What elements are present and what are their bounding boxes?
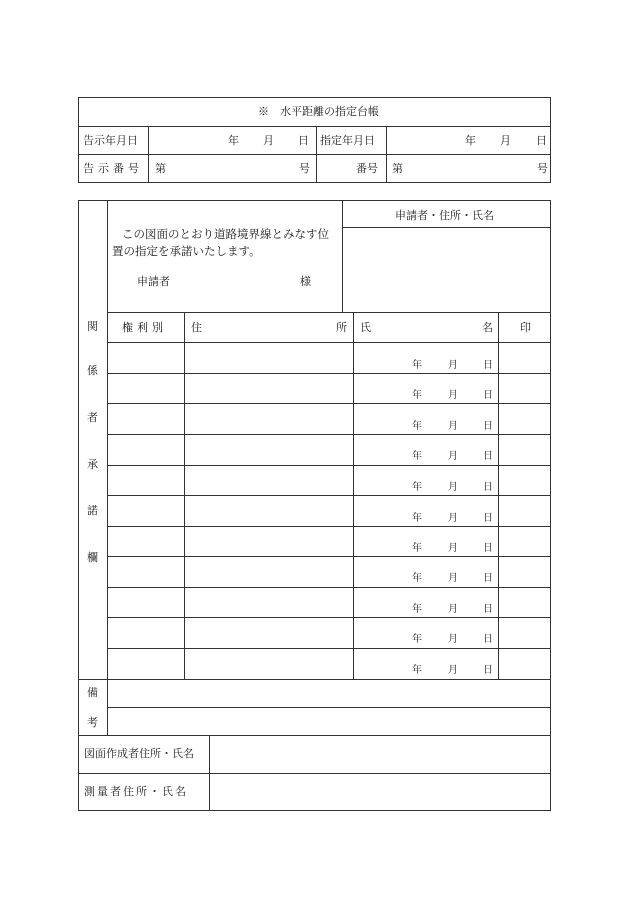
row-day: 日	[483, 360, 493, 371]
designation-bangou: 番号	[356, 162, 378, 175]
date-row	[355, 391, 498, 403]
drawing-author-label: 図面作成者住所・氏名	[84, 747, 194, 760]
date-row	[355, 666, 498, 678]
notice-number-dai: 第	[155, 162, 166, 175]
col-name-end: 名	[482, 321, 493, 334]
row-month: 月	[448, 665, 458, 676]
date-row	[355, 422, 498, 434]
sama-label: 様	[300, 275, 311, 288]
registry-title: ※ 水平距離の指定台帳	[258, 105, 379, 118]
designation-date-day: 日	[536, 134, 547, 147]
date-row	[355, 361, 498, 373]
col-rights: 権利別	[122, 321, 167, 334]
row-month: 月	[448, 390, 458, 401]
row-day: 日	[483, 451, 493, 462]
row-year: 年	[412, 573, 422, 584]
row-year: 年	[412, 421, 422, 432]
notice-number-label: 告示番号	[83, 162, 143, 175]
col-address-start: 住	[191, 321, 202, 334]
date-row	[355, 544, 498, 556]
row-year: 年	[412, 513, 422, 524]
row-year: 年	[412, 665, 422, 676]
side-label-char-1: 関	[87, 320, 98, 333]
row-year: 年	[412, 360, 422, 371]
side-label-char-6: 欄	[87, 551, 98, 564]
applicant-info-header: 申請者・住所・氏名	[395, 209, 494, 222]
row-year: 年	[412, 390, 422, 401]
row-month: 月	[448, 543, 458, 554]
row-month: 月	[448, 634, 458, 645]
row-day: 日	[483, 604, 493, 615]
row-month: 月	[448, 513, 458, 524]
row-day: 日	[483, 421, 493, 432]
side-label-char-5: 諾	[87, 504, 98, 517]
row-month: 月	[448, 421, 458, 432]
date-row	[355, 452, 498, 464]
date-row	[355, 635, 498, 647]
remarks-label-1: 備	[87, 686, 98, 699]
row-day: 日	[483, 634, 493, 645]
notice-date-year: 年	[228, 134, 239, 147]
row-day: 日	[483, 543, 493, 554]
row-day: 日	[483, 573, 493, 584]
designation-date-label: 指定年月日	[320, 134, 375, 147]
side-label-char-2: 係	[87, 364, 98, 377]
row-day: 日	[483, 482, 493, 493]
row-day: 日	[483, 665, 493, 676]
side-label-char-4: 承	[87, 458, 98, 471]
row-year: 年	[412, 482, 422, 493]
designation-number-dai: 第	[392, 162, 403, 175]
row-day: 日	[483, 513, 493, 524]
remarks-label-2: 考	[87, 716, 98, 729]
date-row	[355, 605, 498, 617]
notice-number-gou: 号	[299, 162, 310, 175]
row-day: 日	[483, 390, 493, 401]
notice-date-month: 月	[263, 134, 274, 147]
row-month: 月	[448, 604, 458, 615]
designation-date-month: 月	[500, 134, 511, 147]
consent-statement-line1: この図面のとおり道路境界線とみなす位	[122, 227, 329, 241]
row-year: 年	[412, 543, 422, 554]
applicant-label: 申請者	[137, 275, 170, 288]
row-month: 月	[448, 451, 458, 462]
row-month: 月	[448, 360, 458, 371]
consent-statement-line2: 置の指定を承諾いたします。	[112, 244, 261, 258]
designation-date-year: 年	[465, 134, 476, 147]
row-year: 年	[412, 451, 422, 462]
date-row	[355, 514, 498, 526]
col-address-end: 所	[336, 321, 347, 334]
col-name-start: 氏	[360, 321, 371, 334]
col-seal: 印	[520, 321, 531, 334]
row-month: 月	[448, 482, 458, 493]
date-row	[355, 574, 498, 586]
designation-number-gou: 号	[537, 162, 548, 175]
notice-date-label: 告示年月日	[83, 134, 138, 147]
side-label-char-3: 者	[87, 411, 98, 424]
row-year: 年	[412, 604, 422, 615]
date-row	[355, 483, 498, 495]
surveyor-label: 測量者住所・氏名	[84, 785, 188, 798]
notice-date-day: 日	[298, 134, 309, 147]
row-month: 月	[448, 573, 458, 584]
row-year: 年	[412, 634, 422, 645]
